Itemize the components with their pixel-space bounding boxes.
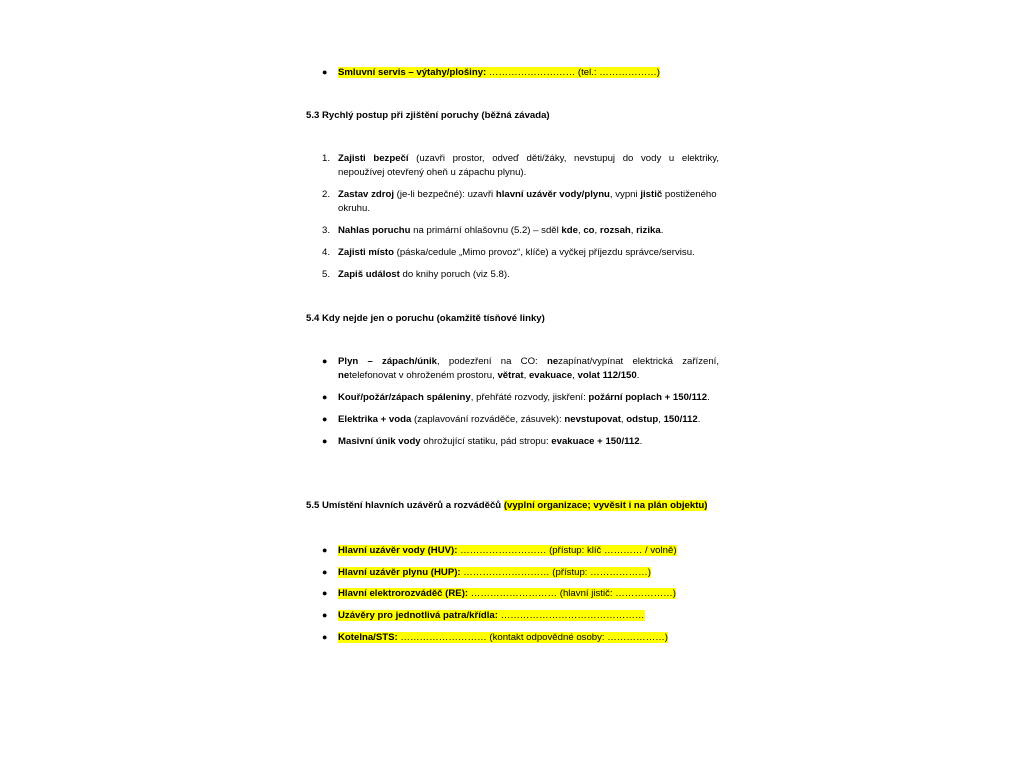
item-label: Hlavní uzávěr vody (HUV): xyxy=(338,545,458,556)
list-item xyxy=(338,391,710,404)
item-text: (zaplavování rozváděče, zásuvek): xyxy=(411,414,565,425)
list-item xyxy=(338,246,695,259)
list-item-continuation xyxy=(338,369,639,382)
item-text: . xyxy=(660,225,664,236)
item-label: Uzávěry pro jednotlivá patra/křídla: xyxy=(338,610,498,621)
bold-text: Zajisti místo xyxy=(338,247,394,258)
item-text: , podezření na CO: xyxy=(436,356,547,367)
item-text: ……………………………………… xyxy=(497,610,645,621)
item-text: , xyxy=(594,225,600,236)
bold-text: Nahlas poruchu xyxy=(338,225,411,236)
section-heading: 5.3 Rychlý postup při zjištění poruchy (běžná závada) xyxy=(306,110,550,121)
item-text: . xyxy=(707,392,710,403)
item-text: , xyxy=(572,370,578,381)
list-item xyxy=(338,566,651,579)
item-text: . xyxy=(636,370,640,381)
bold-text: Zapiš událost xyxy=(338,269,400,280)
list-number: 2. xyxy=(322,189,331,200)
list-number: 3. xyxy=(322,225,331,236)
item-text: , xyxy=(658,414,664,425)
bullet-icon: ● xyxy=(322,588,328,598)
item-text: (uzavři prostor, odveď děti/žáky, nevstupuj do vody u elektriky, xyxy=(408,153,719,164)
list-item xyxy=(338,355,719,368)
item-text: , vypni xyxy=(609,189,641,200)
list-item xyxy=(338,587,676,600)
bullet-icon: ● xyxy=(322,67,328,77)
item-text: , xyxy=(620,414,627,425)
item-text: ……………………… (kontakt odpovědné osoby: ………………) xyxy=(397,632,669,643)
item-text: postiženého xyxy=(662,189,717,200)
item-text: (páska/cedule „Mimo provoz“, klíče) a vyčkej příjezdu správce/servisu. xyxy=(393,247,695,258)
bold-text: evakuace + 150/112 xyxy=(551,436,640,447)
item-text: . xyxy=(639,436,643,447)
item-text: ……………………… (přístup: klíč ………… / volně) xyxy=(457,545,677,556)
bullet-icon: ● xyxy=(322,356,328,366)
bold-text: Kouř/požár/zápach spáleniny xyxy=(338,392,471,403)
item-text: telefonovat v ohroženém prostoru, xyxy=(349,370,498,381)
bold-text: Zajisti bezpečí xyxy=(338,153,409,164)
bold-text: požární poplach + 150/112 xyxy=(588,392,708,403)
item-text: na primární ohlašovnu (5.2) – sděl xyxy=(410,225,562,236)
list-item xyxy=(338,435,642,448)
list-number: 1. xyxy=(322,153,331,164)
heading-highlight: (vyplní organizace; vyvěsit i na plán objektu) xyxy=(503,500,708,511)
list-item-continuation: okruhu. xyxy=(338,203,370,214)
item-text: , přehřáté rozvody, jiskření: xyxy=(470,392,589,403)
item-text: ohrožující statiku, pád stropu: xyxy=(420,436,552,447)
bold-text: rizika xyxy=(636,225,661,236)
item-text: , xyxy=(630,225,637,236)
list-number: 5. xyxy=(322,269,331,280)
bullet-icon: ● xyxy=(322,632,328,642)
bold-text: kde xyxy=(561,225,578,236)
bold-text: rozsah xyxy=(599,225,631,236)
section-heading: 5.4 Kdy nejde jen o poruchu (okamžitě tísňové linky) xyxy=(306,313,545,324)
bullet-icon: ● xyxy=(322,610,328,620)
bold-text: evakuace xyxy=(528,370,573,381)
bold-text: Zastav zdroj xyxy=(338,189,394,200)
bold-text: ne xyxy=(338,370,350,381)
bold-text: jistič xyxy=(640,189,663,200)
bold-text: větrat xyxy=(497,370,524,381)
bold-text: 150/112 xyxy=(663,414,698,425)
list-item xyxy=(338,268,510,281)
item-text: ……………………… (přístup: ………………) xyxy=(460,567,651,578)
item-text: (je-li bezpečné): uzavři xyxy=(393,189,496,200)
item-label: Hlavní elektrorozváděč (RE): xyxy=(338,588,469,599)
list-item xyxy=(338,66,660,79)
list-item xyxy=(338,224,663,237)
list-item xyxy=(338,631,668,644)
section-heading xyxy=(306,499,707,512)
item-text: , xyxy=(577,225,584,236)
bold-text: ne xyxy=(546,356,559,367)
list-item xyxy=(338,152,719,165)
item-text: ……………………… (hlavní jistič: ………………) xyxy=(468,588,676,599)
item-text: zapínat/vypínat elektrická zařízení, xyxy=(558,356,719,367)
list-item xyxy=(338,413,700,426)
list-item xyxy=(338,544,677,557)
bold-text: Plyn – zápach/únik xyxy=(338,356,437,367)
bold-text: odstup xyxy=(626,414,659,425)
bullet-icon: ● xyxy=(322,567,328,577)
bold-text: co xyxy=(583,225,595,236)
bold-text: hlavní uzávěr vody/plynu xyxy=(495,189,610,200)
item-label: Kotelna/STS: xyxy=(338,632,398,643)
bullet-icon: ● xyxy=(322,436,328,446)
list-item-continuation: nepoužívej otevřený oheň u zápachu plynu). xyxy=(338,167,527,178)
bold-text: nevstupovat xyxy=(564,414,621,425)
bold-text: volat 112/150 xyxy=(577,370,637,381)
bullet-icon: ● xyxy=(322,545,328,555)
item-text: do knihy poruch (viz 5.8). xyxy=(399,269,510,280)
bold-text: Masivní únik vody xyxy=(338,436,421,447)
list-item xyxy=(338,188,717,201)
bullet-icon: ● xyxy=(322,414,328,424)
list-item xyxy=(338,609,645,622)
item-text: ……………………… (tel.: ………………) xyxy=(486,67,660,78)
item-text: . xyxy=(697,414,701,425)
item-label: Smluvní servis – výtahy/plošiny: xyxy=(338,67,487,78)
bold-text: Elektrika + voda xyxy=(338,414,412,425)
item-text: , xyxy=(523,370,529,381)
item-label: Hlavní uzávěr plynu (HUP): xyxy=(338,567,461,578)
heading-text: 5.5 Umístění hlavních uzávěrů a rozváděčů xyxy=(306,500,504,511)
list-number: 4. xyxy=(322,247,331,258)
bullet-icon: ● xyxy=(322,392,328,402)
